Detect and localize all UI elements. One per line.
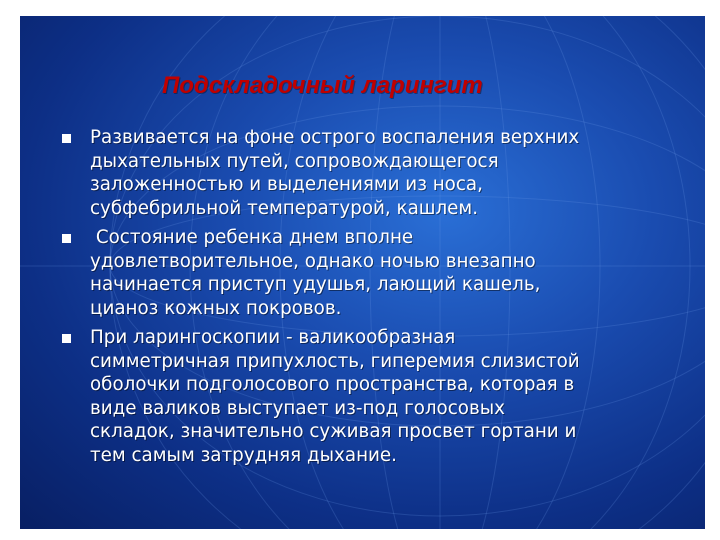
bullet-item (60, 126, 700, 220)
square-bullet-icon (62, 334, 71, 343)
bullet-text: Состояние ребенка днем вполне удовлетворительное, однако ночью внезапно начинается приступ удушья, лающий кашель, цианоз кожных покровов. (90, 227, 541, 319)
square-bullet-icon (62, 234, 71, 243)
bullet-text: При ларингоскопии - валикообразная симметричная припухлость, гиперемия слизистой оболочки подголосового пространства, которая в виде валиков выступает из-под голосовых складок, значительно суживая просвет гортани и тем самым затрудняя дыхание. (90, 327, 580, 466)
bullet-item (60, 326, 700, 467)
bullet-item (60, 226, 700, 320)
slide-title: Подскладочный ларингит (162, 72, 483, 99)
square-bullet-icon (62, 134, 71, 143)
bullet-list (60, 126, 700, 473)
slide (20, 16, 705, 529)
bullet-text: Развивается на фоне острого воспаления верхних дыхательных путей, сопровождающегося заложенностью и выделениями из носа, субфебрильной температурой, кашлем. (90, 127, 580, 219)
